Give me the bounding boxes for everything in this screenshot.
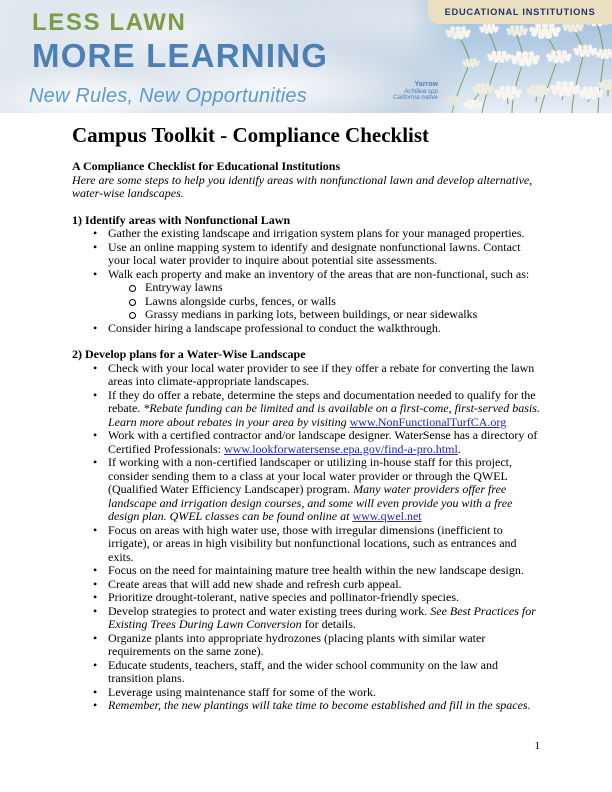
list-item [108,241,540,268]
link-qwel[interactable]: www.qwel.net [352,509,422,523]
text-segment: Use an online mapping system to identify and designate nonfunctional lawns. Contact your local water provider to inquire about potential site assessments. [108,239,521,267]
list-item [108,227,540,241]
text-segment: Create areas that will add new shade and refresh curb appeal. [108,576,402,591]
text-segment: Many water providers offer free landscape and irrigation design courses, and some will even provide you with a free design plan. QWEL classes can be found online at [108,482,513,523]
sub-list-item [145,295,540,309]
list-item [108,605,540,632]
photo-caption-species: Achillea spp [404,87,438,95]
page-title: Campus Toolkit - Compliance Checklist [72,123,430,147]
brand-logo [32,11,328,72]
text-segment: Focus on areas with high water use, those with irregular dimensions (inefficient to irrigate), or areas in high visibility but nonfunctional locations, such as entrances and exits. [108,522,517,564]
header-banner [0,0,612,113]
section-1-sublist [145,281,540,322]
sub-list-item [145,308,540,322]
text-segment: Develop strategies to protect and water existing trees during work. [108,603,431,618]
text-segment: Organize plants into appropriate hydrozones (placing plants with similar water requirements on the same zone). [108,630,486,658]
list-item [108,591,540,605]
list-item [108,564,540,578]
list-item [108,699,540,713]
section-2-list [72,362,540,713]
section-2-heading: 2) Develop plans for a Water-Wise Landscape [72,347,306,361]
text-segment: Remember, the new plantings will take time to become established and fill in the spaces. [108,698,531,712]
list-item [108,659,540,686]
list-item [108,322,540,336]
text-segment: Prioritize drought-tolerant, native species and pollinator-friendly species. [108,590,459,604]
list-item [108,578,540,592]
list-item [108,456,540,524]
text-segment: Grassy medians in parking lots, between buildings, or near sidewalks [145,307,478,321]
list-item [108,389,540,430]
list-item [108,268,540,322]
text-segment: Work with a certified contractor and/or landscape designer. WaterSense has a directory of Certified Professionals: [108,428,538,456]
list-item [108,429,540,456]
text-segment: Walk each property and make an inventory of the areas that are non-functional, such as: [108,266,530,281]
intro-heading: A Compliance Checklist for Educational Institutions [72,159,341,173]
text-segment: If working with a non-certified landscaper or utilizing in-house staff for this project, consider sending them to a class at your local water provider or through the QWEL (Qualified Water Efficiency Landscaper) program. [108,455,512,496]
text-segment: See Best Practices for Existing Trees During Lawn Conversion [108,603,536,631]
text-segment: Consider hiring a landscape professional to conduct the walkthrough. [108,320,441,335]
section-1-list [72,227,540,335]
text-segment: Lawns alongside curbs, fences, or walls [145,293,336,308]
audience-badge: EDUCATIONAL INSTITUTIONS [428,0,612,24]
link-watersense-directory[interactable]: www.lookforwatersense.epa.gov/find-a-pro.html [223,441,458,456]
list-item [108,632,540,659]
list-item [108,686,540,700]
page-number: 1 [534,740,540,752]
photo-caption-origin: California native [392,94,438,102]
photo-caption-name: Yarrow [414,81,438,88]
text-segment: *Rebate funding can be limited and is available on a first-come, first-served basis. Learn more about rebates in your area by visiting [108,401,540,429]
list-item [108,524,540,565]
link-nonfunctionalturfca[interactable]: www.NonFunctionalTurfCA.org [349,414,507,429]
sub-list-item [145,281,540,295]
text-segment: Entryway lawns [145,280,223,294]
intro-text: Here are some steps to help you identify areas with nonfunctional lawn and develop alternative, water-wise landscapes. [72,172,533,200]
brand-title-line1: LESS LAWN [32,9,187,36]
text-segment: Check with your local water provider to see if they offer a rebate for converting the lawn areas into climate-appropriate landscapes. [108,360,535,388]
list-item [108,362,540,389]
text-segment: If they do offer a rebate, determine the steps and documentation needed to qualify for the rebate. [108,387,536,415]
document-body [72,113,540,713]
section-1-heading: 1) Identify areas with Nonfunctional Lawn [72,212,291,227]
text-segment: Leverage using maintenance staff for some of the work. [108,684,377,699]
text-segment: Educate students, teachers, staff, and the wider school community on the law and transition plans. [108,657,498,685]
text-segment: for details. [301,617,356,631]
brand-tagline: New Rules, New Opportunities [29,85,307,107]
photo-caption [393,81,438,102]
brand-title-line2: MORE LEARNING [32,37,329,74]
text-segment: Gather the existing landscape and irrigation system plans for your managed properties. [108,226,525,240]
text-segment: Focus on the need for maintaining mature tree health within the new landscape design. [108,563,524,577]
text-segment: . [457,441,461,456]
